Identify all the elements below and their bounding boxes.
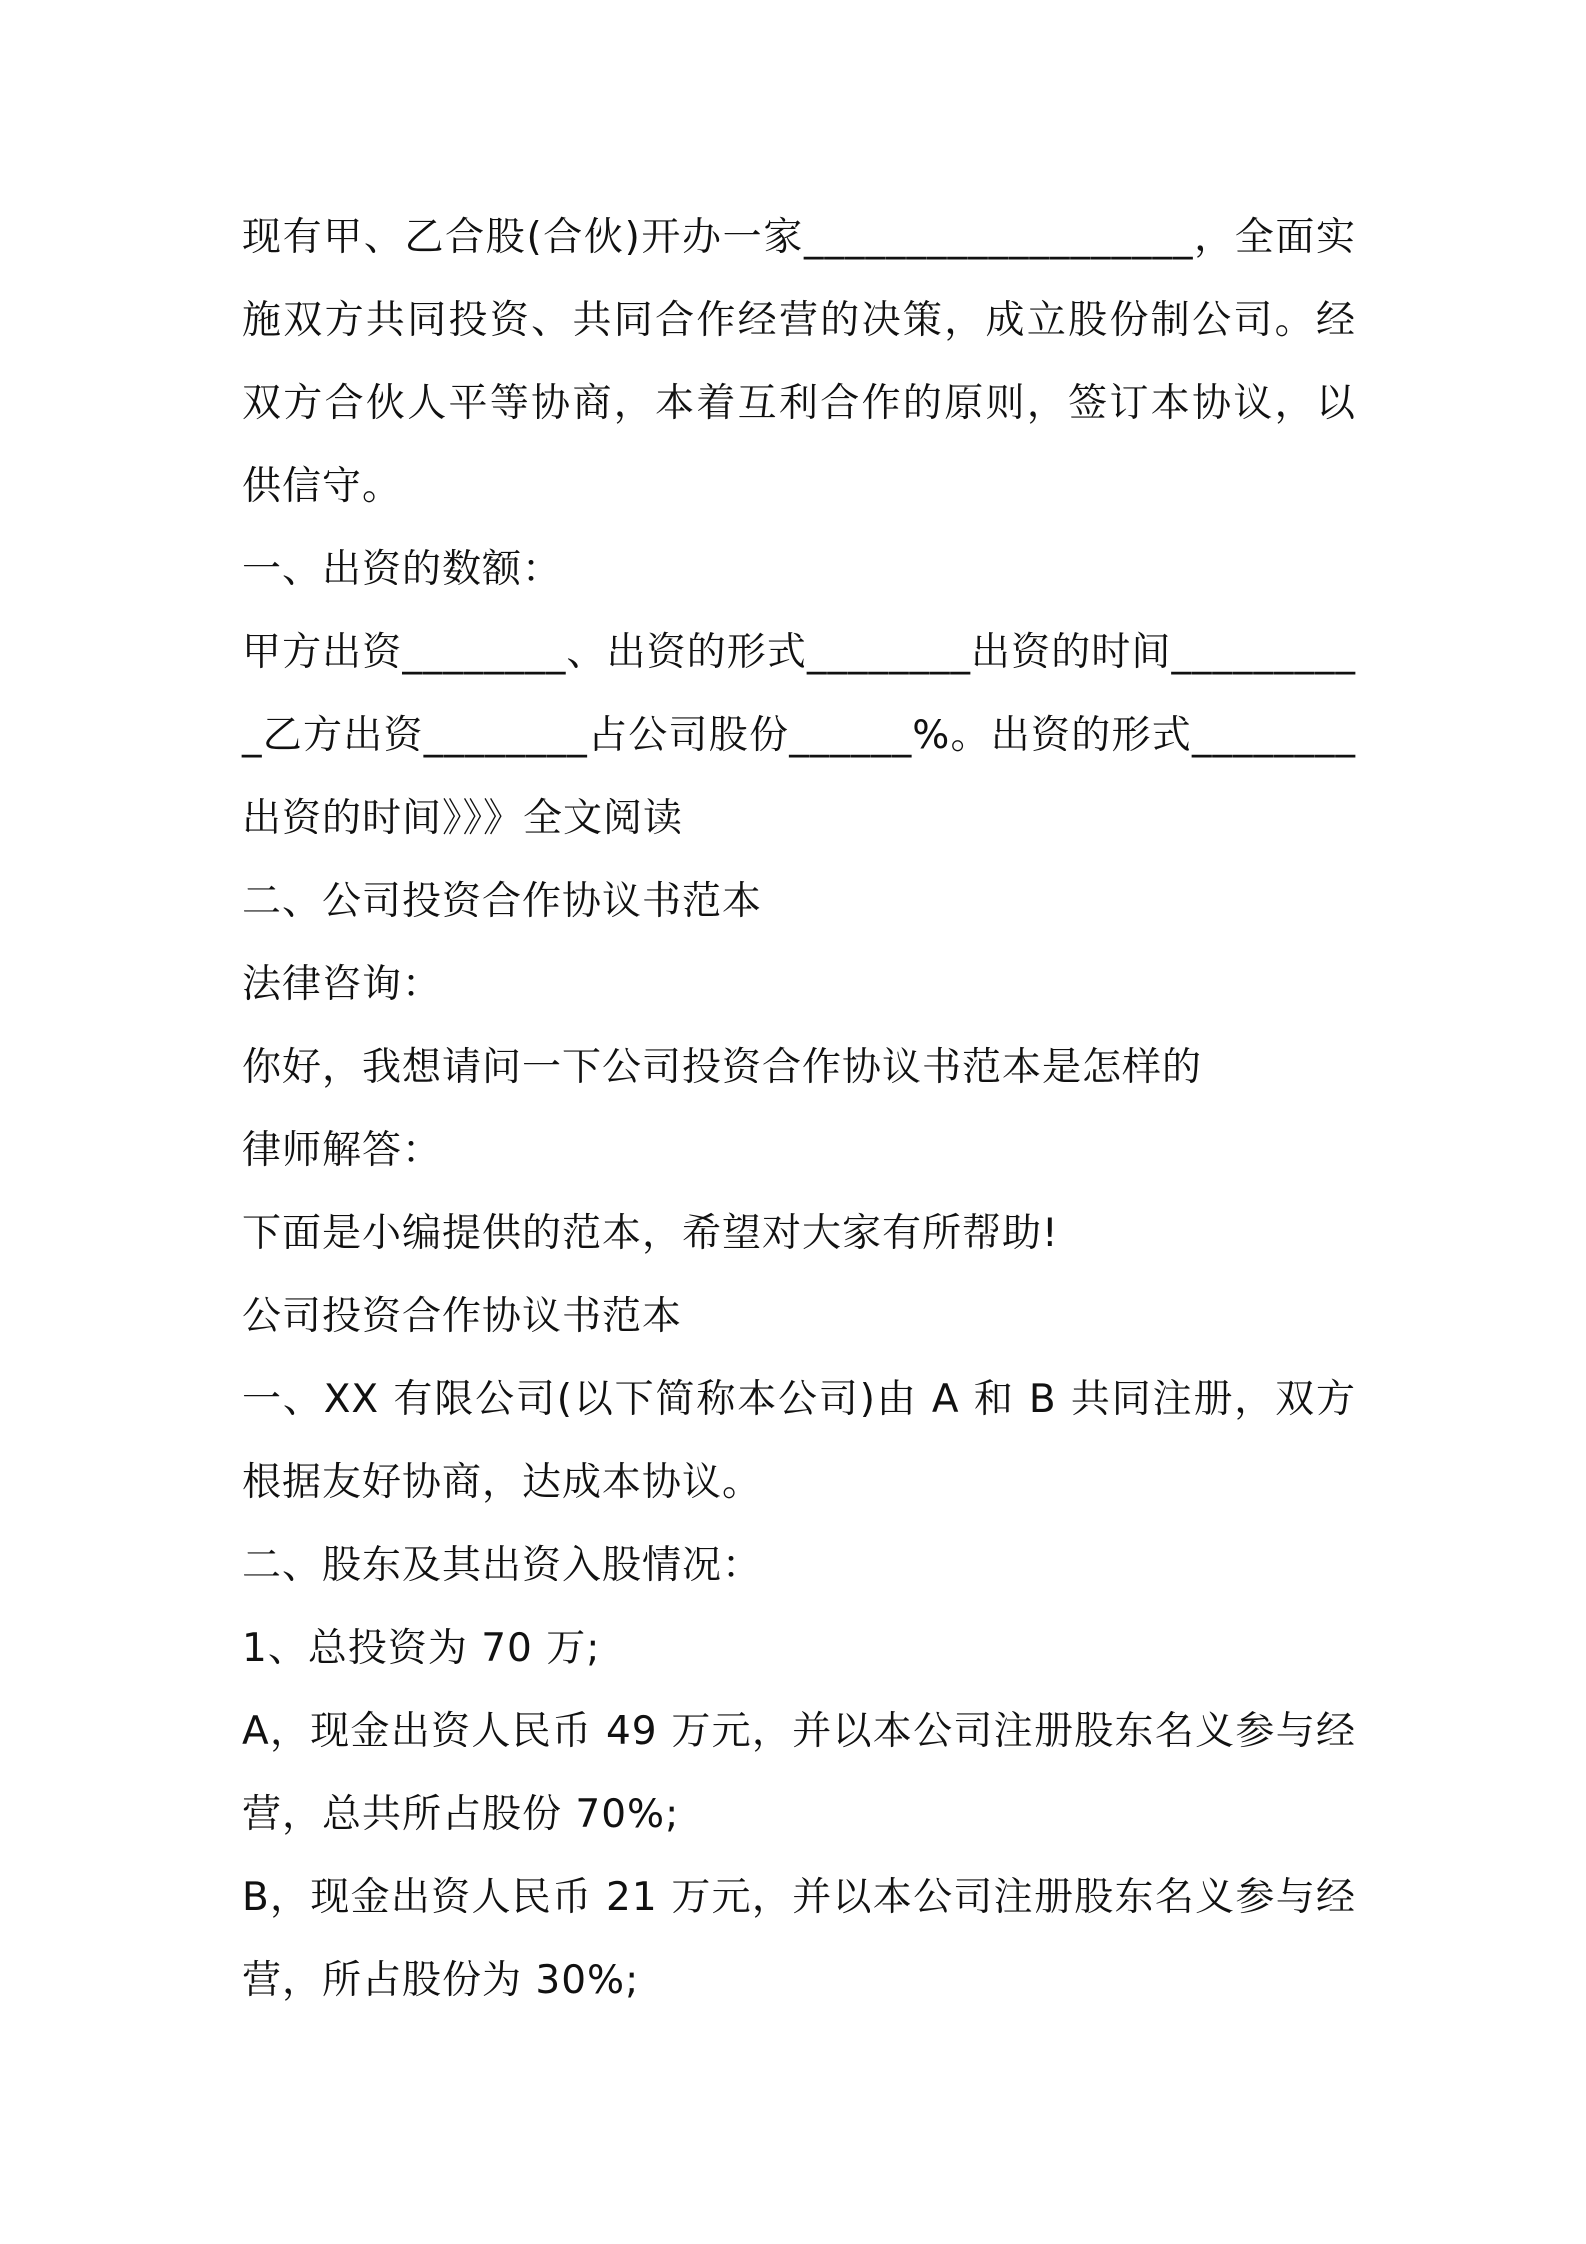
shareholder-a-paragraph: A，现金出资人民币 49 万元，并以本公司注册股东名义参与经营，总共所占股份 70%;: [242, 1709, 1356, 1837]
shareholder-b-paragraph: B，现金出资人民币 21 万元，并以本公司注册股东名义参与经营，所占股份为 30%;: [242, 1875, 1356, 2003]
answer-intro: 下面是小编提供的范本，希望对大家有所帮助!: [242, 1211, 1059, 1256]
clause-two-heading: 二、股东及其出资入股情况：: [242, 1543, 763, 1588]
legal-consultation-label: 法律咨询：: [242, 962, 443, 1007]
document-body: [242, 196, 1356, 2022]
section-heading-agreement-template: 二、公司投资合作协议书范本: [242, 879, 763, 924]
consultation-question: 你好，我想请问一下公司投资合作协议书范本是怎样的: [242, 1045, 1203, 1090]
section-heading-contribution-amount: 一、出资的数额：: [242, 547, 563, 592]
total-investment-line: 1、总投资为 70 万;: [242, 1626, 601, 1671]
intro-paragraph: 现有甲、乙合股(合伙)开办一家___________________，全面实施双方共同投资、共同合作经营的决策，成立股份制公司。经双方合伙人平等协商，本着互利合作的原则，签订本协议，以供信守。: [242, 215, 1356, 509]
contribution-details-paragraph: 甲方出资________、出资的形式________出资的时间__________乙方出资________占公司股份______%。出资的形式________出资的时间》》》全文阅读: [242, 630, 1356, 841]
lawyer-answer-label: 律师解答：: [242, 1128, 443, 1173]
clause-one-paragraph: 一、XX 有限公司(以下简称本公司)由 A 和 B 共同注册，双方根据友好协商，达成本协议。: [242, 1377, 1356, 1505]
template-title: 公司投资合作协议书范本: [242, 1294, 683, 1339]
